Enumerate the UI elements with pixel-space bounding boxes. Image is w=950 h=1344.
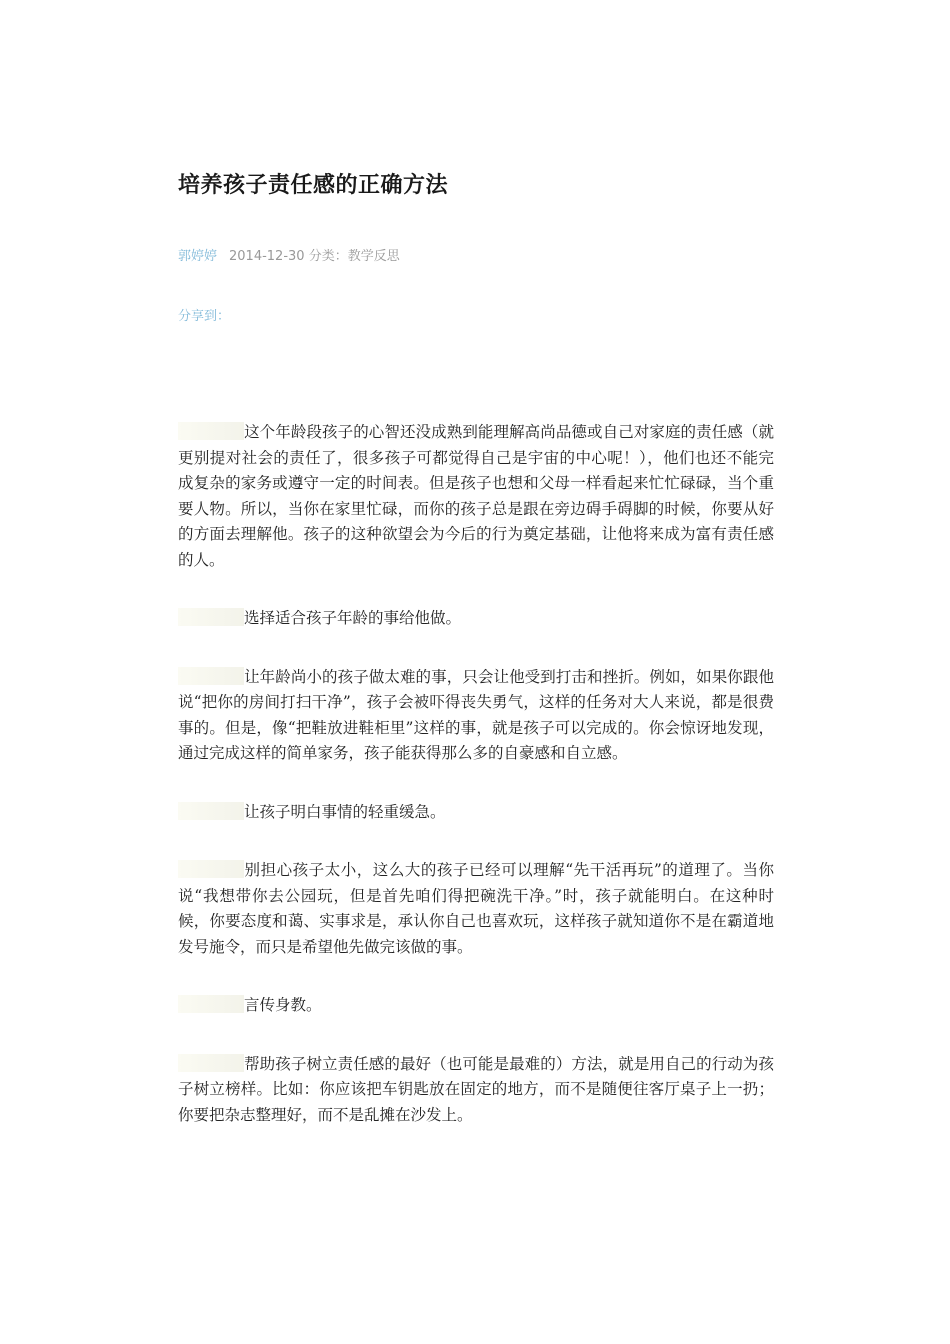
- article-meta: [178, 245, 400, 264]
- paragraph-indent: [178, 802, 244, 820]
- paragraph-indent: [178, 995, 244, 1013]
- article-title: 培养孩子责任感的正确方法: [178, 173, 449, 198]
- paragraph-indent: [178, 860, 244, 878]
- publish-date: 2014-12-30: [229, 249, 305, 264]
- paragraph: 帮助孩子树立责任感的最好（也可能是最难的）方法，就是用自己的行动为孩子树立榜样。比如：你应该把车钥匙放在固定的地方，而不是随便往客厅桌子上一扔；你要把杂志整理好，而不是乱摊在沙发上。: [178, 1054, 774, 1124]
- category-label: 分类：教学反思: [308, 249, 400, 264]
- paragraph: 言传身教。: [178, 993, 774, 1019]
- article-body: [178, 420, 774, 1161]
- paragraph-indent: [178, 608, 244, 626]
- paragraph-indent: [178, 422, 244, 440]
- paragraph: 让年龄尚小的孩子做太难的事，只会让他受到打击和挫折。例如，如果你跟他说“把你的房间打扫干净”，孩子会被吓得丧失勇气，这样的任务对大人来说，都是很费事的。但是，像“把鞋放进鞋柜里”这样的事，就是孩子可以完成的。你会惊讶地发现，通过完成这样的简单家务，孩子能获得那么多的自豪感和自立感。: [178, 667, 774, 762]
- paragraph: 别担心孩子太小，这么大的孩子已经可以理解“先干活再玩”的道理了。当你说“我想带你去公园玩，但是首先咱们得把碗洗干净。”时，孩子就能明白。在这种时候，你要态度和蔼、实事求是，承认你自己也喜欢玩，这样孩子就知道你不是在霸道地发号施令，而只是希望他先做完该做的事。: [178, 861, 774, 956]
- paragraph-indent: [178, 667, 244, 685]
- author-link[interactable]: 郭婷婷: [178, 249, 218, 264]
- paragraph-indent: [178, 1054, 244, 1072]
- paragraph: 选择适合孩子年龄的事给他做。: [178, 606, 774, 632]
- paragraph: 让孩子明白事情的轻重缓急。: [178, 800, 774, 826]
- paragraph: 这个年龄段孩子的心智还没成熟到能理解高尚品德或自己对家庭的责任感（就更别提对社会的责任了，很多孩子可都觉得自己是宇宙的中心呢！），他们也还不能完成复杂的家务或遵守一定的时间表。但是孩子也想和父母一样看起来忙忙碌碌，当个重要人物。所以，当你在家里忙碌，而你的孩子总是跟在旁边碍手碍脚的时候，你要从好的方面去理解他。孩子的这种欲望会为今后的行为奠定基础，让他将来成为富有责任感的人。: [178, 423, 774, 569]
- share-label: 分享到：: [178, 309, 231, 324]
